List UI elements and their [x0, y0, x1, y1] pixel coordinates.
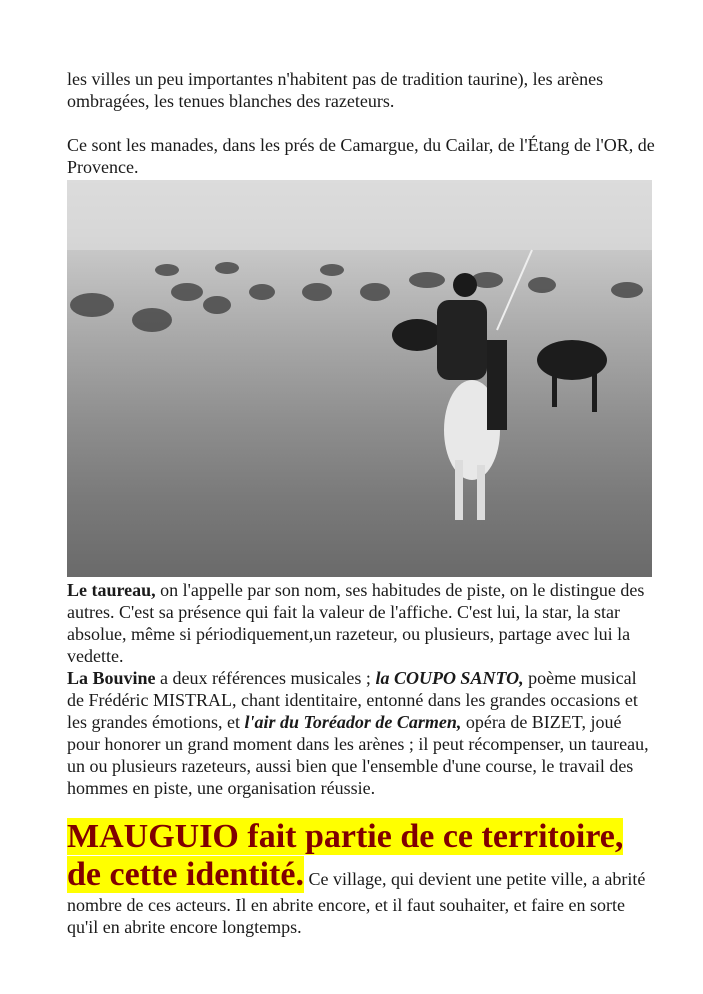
bouvine-bold: La Bouvine	[67, 668, 156, 688]
bouvine-paragraph	[67, 667, 657, 799]
bouvine-text-3: opéra de BIZET, joué pour honorer un grand moment dans les arènes ; il peut récompenser, un taureau, un ou plusieurs razeteurs, aussi bien que l'ensemble d'une course, le travail des hommes en piste, une organisation réussie.	[67, 712, 649, 798]
taureau-text: on l'appelle par son nom, ses habitudes de piste, on le distingue des autres. C'est sa présence qui fait la valeur de l'affiche. C'est lui, la star, la star absolue, même si périodiquement,un razeteur, ou plusieurs, partage avec lui la vedette.	[67, 580, 645, 666]
mauguio-text: Ce village, qui devient une petite ville, a abrité nombre de ces acteurs. Il en abrite encore, et il faut souhaiter, et faire en sorte qu'il en abrite encore longtemps.	[67, 869, 646, 937]
coupo-santo: la COUPO SANTO,	[375, 668, 524, 688]
intro-paragraph: les villes un peu importantes n'habitent pas de tradition taurine), les arènes ombragées, les tenues blanches des razeteurs.	[67, 69, 604, 111]
mauguio-heading: MAUGUIO fait partie de ce territoire, de cette identité.	[67, 818, 624, 893]
taureau-bold: Le taureau,	[67, 580, 156, 600]
toreador-air: l'air du Toréador de Carmen,	[244, 712, 462, 732]
mauguio-paragraph	[67, 818, 657, 938]
manades-paragraph: Ce sont les manades, dans les prés de Camargue, du Cailar, de l'Étang de l'OR, de Provence.	[67, 135, 655, 177]
bouvine-text-2: poème musical de Frédéric MISTRAL, chant identitaire, entonné dans les grandes occasions et les grandes émotions, et	[67, 668, 638, 732]
taureau-paragraph	[67, 579, 657, 667]
bouvine-text-1: a deux références musicales ;	[155, 668, 376, 688]
camargue-herd-photo	[67, 180, 652, 577]
